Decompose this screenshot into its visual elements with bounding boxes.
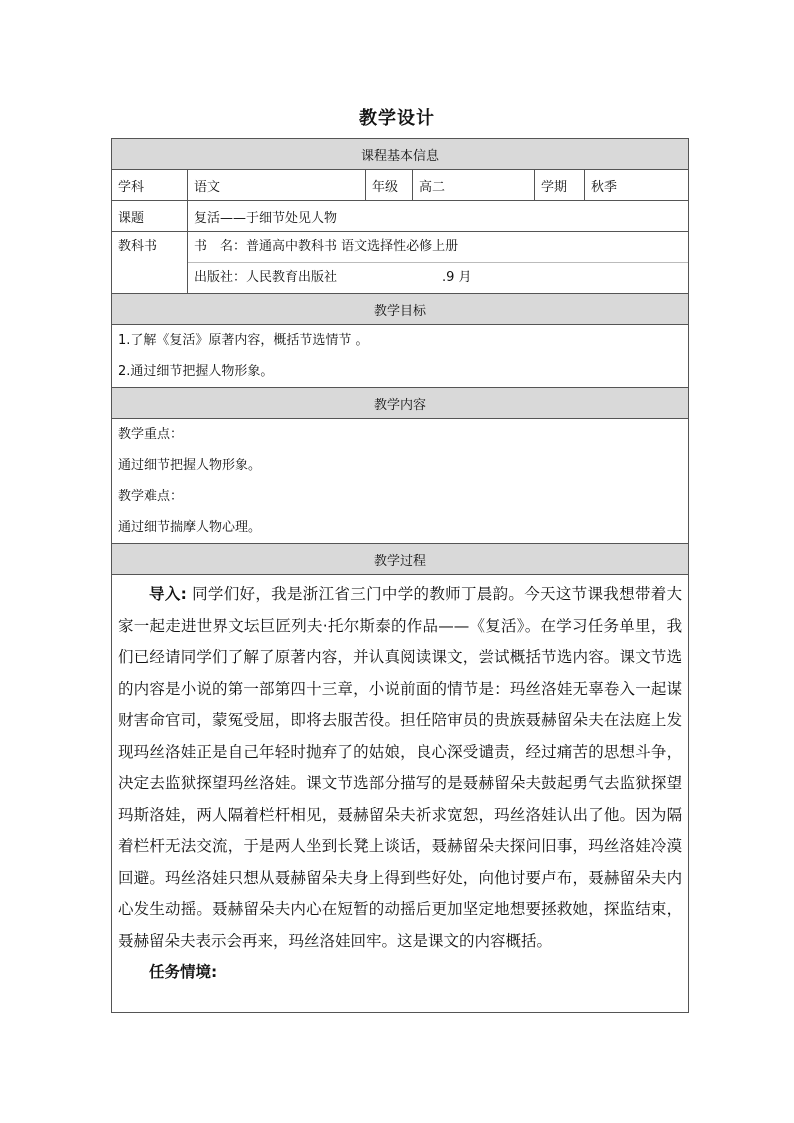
content-cell <box>112 419 689 544</box>
publish-date: .9 月 <box>442 270 472 285</box>
textbook-label-cell <box>112 232 188 294</box>
term-label: 学期 <box>535 170 585 201</box>
difficult-point-text: 通过细节揣摩人物心理。 <box>118 520 262 535</box>
subject-value: 语文 <box>188 170 366 201</box>
intro-label: 导入: <box>149 585 187 603</box>
grade-label: 年级 <box>366 170 413 201</box>
process-cell <box>112 575 689 1013</box>
document-title: 教学设计 <box>359 108 435 129</box>
book-name-line: 书 名：普通高中教科书 语文选择性必修上册 <box>194 239 459 254</box>
term-value: 秋季 <box>585 170 689 201</box>
section-header-objectives: 教学目标 <box>112 294 689 325</box>
topic-value: 复活——于细节处见人物 <box>188 201 689 232</box>
intro-text: 同学们好，我是浙江省三门中学的教师丁晨韵。今天这节课我想带着大家一起走进世界文坛巨匠列夫·托尔斯泰的作品——《复活》。在学习任务单里，我们已经请同学们了解了原著内容，并认真阅读课文，尝试概括节选内容。课文节选的内容是小说的第一部第四十三章，小说前面的情节是：玛丝洛娃无辜卷入一起谋财害命官司，蒙冤受屈，即将去服苦役。担任陪审员的贵族聂赫留朵夫在法庭上发现玛丝洛娃正是自己年轻时抛弃了的姑娘，良心深受谴责，经过痛苦的思想斗争，决定去监狱探望玛丝洛娃。课文节选部分描写的是聂赫留朵夫鼓起勇气去监狱探望玛斯洛娃，两人隔着栏杆相见，聂赫留朵夫祈求宽恕，玛丝洛娃认出了他。因为隔着栏杆无法交流，于是两人坐到长凳上谈话，聂赫留朵夫探问旧事，玛丝洛娃冷漠回避。玛丝洛娃只想从聂赫留朵夫身上得到些好处，向他讨要卢布，聂赫留朵夫内心发生动摇。聂赫留朵夫内心在短暂的动摇后更加坚定地想要拯救她，探监结束，聂赫留朵夫表示会再来，玛丝洛娃回牢。这是课文的内容概括。 <box>118 585 683 950</box>
publisher-text: 出版社：人民教育出版社 <box>194 270 338 285</box>
difficult-point-label: 教学难点： <box>118 489 184 504</box>
key-point-label: 教学重点： <box>118 427 184 442</box>
objective-item-2: 2.通过细节把握人物形象。 <box>118 364 274 379</box>
objective-item-1: 1.了解《复活》原著内容，概括节选情节 。 <box>118 333 369 348</box>
topic-label: 课题 <box>112 201 188 232</box>
objectives-cell <box>112 325 689 388</box>
textbook-label: 教科书 <box>118 239 158 254</box>
subject-label: 学科 <box>112 170 188 201</box>
grade-value: 高二 <box>413 170 535 201</box>
intro-paragraph <box>118 579 682 957</box>
lesson-plan-table <box>111 138 689 1013</box>
textbook-info-cell <box>188 232 689 294</box>
section-header-basic-info: 课程基本信息 <box>112 139 689 170</box>
key-point-text: 通过细节把握人物形象。 <box>118 458 262 473</box>
task-situation-label: 任务情境: <box>149 963 218 981</box>
section-header-content: 教学内容 <box>112 388 689 419</box>
section-header-process: 教学过程 <box>112 544 689 575</box>
publisher-line <box>188 262 688 293</box>
